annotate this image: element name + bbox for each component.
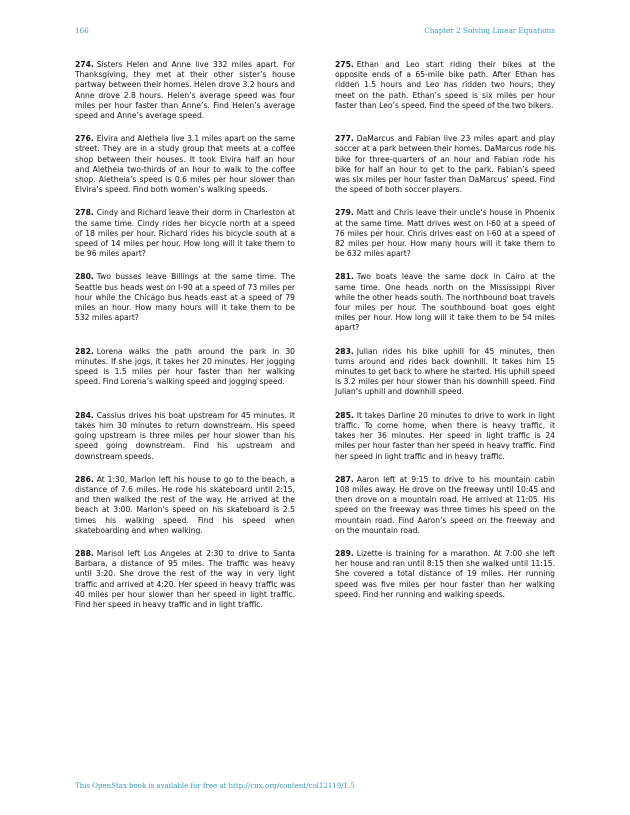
problem-281 xyxy=(335,272,555,333)
problem-text: Marisol left Los Angeles at 2:30 to drive to Santa Barbara, a distance of 95 miles. The traffic was heavy until 3:20. She drove the rest of the way in very light traffic and arrived at 4:20. Her speed in heavy traffic was 40 miles per hour slower than her speed in light traffic. Find her speed in heavy traffic and in light traffic. xyxy=(75,548,295,609)
problem-text: Julian rides his bike uphill for 45 minutes, then turns around and rides back downhill. It takes him 15 minutes to get back to where he started. His uphill speed is 3.2 miles per hour slower than his downhill speed. Find Julian’s uphill and downhill speed. xyxy=(335,346,555,397)
problem-number: 276. xyxy=(75,134,94,144)
problem-275 xyxy=(335,60,555,121)
problem-282 xyxy=(75,347,295,398)
problem-text: Aaron left at 9:15 to drive to his mountain cabin 108 miles away. He drove on the freeway until 10:45 and then drove on a mountain road. He arrived at 11:05. His speed on the freeway was three times his speed on the mountain road. Find Aaron’s speed on the freeway and on the mountain road. xyxy=(335,474,555,535)
chapter-title: Chapter 2 Solving Linear Equations xyxy=(424,26,555,35)
problem-280 xyxy=(75,272,295,333)
problem-text: Ethan and Leo start riding their bikes at the opposite ends of a 65-mile bike path. After Ethan has ridden 1.5 hours and Leo has ridden two hours, they meet on the path. Ethan’s speed is six miles per hour faster than Leo’s speed. Find the speed of the two bikers. xyxy=(335,60,555,110)
problem-number: 275. xyxy=(335,60,354,69)
exercise-grid xyxy=(75,60,555,623)
page-header xyxy=(75,26,555,38)
problem-text: Lizette is training for a marathon. At 7:00 she left her house and ran until 8:15 then she walked until 11:15. She covered a total distance of 19 miles. Her running speed was five miles per hour faster than her walking speed. Find her running and walking speeds. xyxy=(335,548,555,599)
problem-number: 281. xyxy=(335,272,354,282)
problem-number: 283. xyxy=(335,346,354,356)
problem-287 xyxy=(335,475,555,536)
problem-278 xyxy=(75,208,295,259)
problem-283 xyxy=(335,347,555,398)
problem-text: Matt and Chris leave their uncle’s house in Phoenix at the same time. Matt drives west on I-60 at a speed of 76 miles per hour. Chris drives east on I-60 at a speed of 82 miles per hour. How many hours will it take them to be 632 miles apart? xyxy=(335,208,555,259)
problem-number: 288. xyxy=(75,548,94,558)
problem-286 xyxy=(75,475,295,536)
problem-number: 274. xyxy=(75,60,94,69)
problem-number: 277. xyxy=(335,134,354,144)
problem-text: Two boats leave the same dock in Cairo at the same time. One heads north on the Mississippi River while the other heads south. The northbound boat travels four miles per hour. The southbound boat goes eight miles per hour. How long will it take them to be 54 miles apart? xyxy=(335,272,555,333)
problem-number: 278. xyxy=(75,208,94,218)
problem-text: Elvira and Aletheia live 3.1 miles apart on the same street. They are in a study group that meets at a coffee shop between their houses. It took Elvira half an hour and Aletheia two-thirds of an hour to walk to the coffee shop. Aletheia’s speed is 0.6 miles per hour slower than Elvira’s speed. Find both women’s walking speeds. xyxy=(75,134,295,195)
page-footer: This OpenStax book is available for free at http://cnx.org/content/col12119/1.5 xyxy=(75,782,355,790)
problem-number: 285. xyxy=(335,410,354,420)
problem-number: 286. xyxy=(75,474,94,484)
problem-text: DaMarcus and Fabian live 23 miles apart and play soccer at a park between their homes. DaMarcus rode his bike for three-quarters of an hour and Fabian rode his bike for half an hour to get to the park. Fabian’s speed was six miles per hour faster than DaMarcus’ speed. Find the speed of both soccer players. xyxy=(335,134,555,195)
problem-285 xyxy=(335,411,555,462)
problem-text: Sisters Helen and Anne live 332 miles apart. For Thanksgiving, they met at their other sister’s house partway between their homes. Helen drove 3.2 hours and Anne drove 2.8 hours. Helen’s average speed was four miles per hour faster than Anne’s. Find Helen’s average speed and Anne’s average speed. xyxy=(75,60,295,121)
problem-number: 282. xyxy=(75,346,94,356)
problem-289 xyxy=(335,549,555,610)
problem-number: 287. xyxy=(335,474,354,484)
problem-text: At 1:30, Marlon left his house to go to the beach, a distance of 7.6 miles. He rode his skateboard until 2:15, and then walked the rest of the way. He arrived at the beach at 3:00. Marlon’s speed on his skateboard is 2.5 times his walking speed. Find his speed when skateboarding and when walking. xyxy=(75,474,295,535)
problem-text: Lorena walks the path around the park in 30 minutes. If she jogs, it takes her 20 minutes. Her jogging speed is 1.5 miles per hour faster than her walking speed. Find Lorena’s walking speed and jogging speed. xyxy=(75,346,295,387)
problem-number: 279. xyxy=(335,208,354,218)
problem-number: 280. xyxy=(75,272,94,282)
problem-276 xyxy=(75,134,295,195)
problem-279 xyxy=(335,208,555,259)
problem-number: 284. xyxy=(75,410,94,420)
problem-288 xyxy=(75,549,295,610)
problem-number: 289. xyxy=(335,548,354,558)
problem-text: Cindy and Richard leave their dorm in Charleston at the same time. Cindy rides her bicycle north at a speed of 18 miles per hour. Richard rides his bicycle south at a speed of 14 miles per hour. How long will it take them to be 96 miles apart? xyxy=(75,208,295,259)
problem-text: Cassius drives his boat upstream for 45 minutes. It takes him 30 minutes to return downstream. His speed going upstream is three miles per hour slower than his speed going downstream. Find his upstream and downstream speeds. xyxy=(75,410,295,461)
problem-274 xyxy=(75,60,295,121)
problem-284 xyxy=(75,411,295,462)
page-number: 166 xyxy=(75,26,89,35)
problem-text: It takes Darline 20 minutes to drive to work in light traffic. To come home, when there is heavy traffic, it takes her 36 minutes. Her speed in light traffic is 24 miles per hour faster than her speed in heavy traffic. Find her speed in light traffic and in heavy traffic. xyxy=(335,410,555,461)
problem-text: Two busses leave Billings at the same time. The Seattle bus heads west on I-90 at a speed of 73 miles per hour while the Chicago bus heads east at a speed of 79 miles an hour. How many hours will it take them to be 532 miles apart? xyxy=(75,272,295,323)
problem-277 xyxy=(335,134,555,195)
